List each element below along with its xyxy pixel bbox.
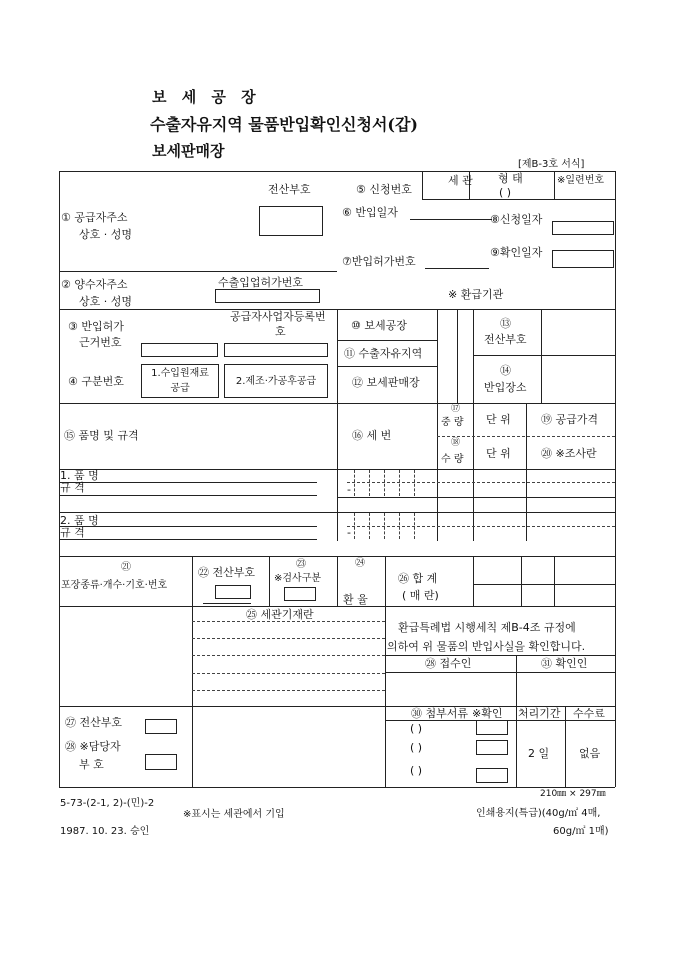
divider (414, 470, 415, 496)
divider (337, 309, 338, 403)
divider (192, 638, 385, 639)
supplier-name-label: 상호 · 성명 (79, 228, 132, 241)
qty-num: ⑱ (451, 438, 461, 448)
divider (337, 340, 437, 341)
import-export-no-field[interactable] (215, 289, 320, 303)
total-label: ㉖ 합 계 (398, 572, 438, 585)
divider (59, 469, 615, 470)
divider (59, 512, 615, 513)
divider (337, 556, 338, 606)
divider (457, 309, 458, 403)
divider (473, 556, 474, 606)
item2-spec-label: 규 격 (60, 526, 85, 539)
supply-price-label: ⑲ 공급가격 (541, 413, 599, 426)
form-code: [제B-3호 서식] (518, 159, 585, 170)
paper-spec-2: 60g/㎡ 1매) (553, 826, 609, 837)
divider (521, 556, 522, 606)
app-no-label: ⑤ 신청번호 (356, 183, 412, 196)
item1-spec-label: 규 격 (60, 481, 85, 494)
footer-code-1: 5-73-(2-1, 2)-(민)-2 (60, 798, 155, 809)
divider (473, 584, 615, 585)
attach-check-2[interactable] (476, 740, 508, 755)
pack-computer-no-field[interactable] (215, 585, 251, 599)
fee-value: 없음 (579, 747, 601, 760)
refund-label: 환 율 (343, 593, 368, 606)
footer-code-2: 1987. 10. 23. 승인 (60, 826, 150, 837)
inspect-num: ㉓ (296, 559, 306, 570)
item1-name-field[interactable] (59, 482, 317, 483)
divider (516, 655, 517, 787)
divider (337, 309, 615, 310)
statement-line-2: 의하여 위 물품의 반입사실을 확인합니다. (387, 640, 586, 653)
weight-label: 중 량 (441, 417, 464, 428)
divider (437, 309, 438, 403)
confirm-date-label: ⑨확인일자 (490, 246, 543, 259)
paper-size: 210㎜ × 297㎜ (540, 789, 606, 799)
form-type-paren: ( ) (499, 186, 512, 199)
divider (473, 403, 474, 541)
computer-no-num: ⑬ (500, 317, 511, 330)
attach-check-3[interactable] (476, 768, 508, 783)
entry-date-label: ⑥ 반입일자 (342, 206, 398, 219)
officer-no-label: 부 호 (79, 758, 104, 771)
entry-permit-field[interactable] (425, 268, 489, 269)
computer-no-box[interactable] (259, 206, 323, 236)
total-sub-label: ( 매 란) (402, 589, 439, 602)
name-spec-label: ⑮ 품명 및 규격 (64, 429, 139, 442)
app-date-label: ⑧신청일자 (490, 213, 543, 226)
entry-date-field[interactable] (410, 219, 492, 220)
frame-right (615, 171, 616, 787)
divider (385, 606, 386, 787)
entry-permit-label: ⑦반입허가번호 (342, 255, 416, 268)
type-option-2-label: 2.제조·가공후공급 (235, 376, 317, 387)
weight-num: ⑰ (451, 404, 461, 414)
divider (399, 513, 400, 539)
confirm-date-field[interactable] (552, 250, 614, 268)
divider (337, 497, 615, 498)
divider (473, 355, 615, 356)
permit-basis-field[interactable] (141, 343, 218, 357)
duty-free-label: ⑫ 보세판매장 (352, 376, 420, 389)
divider (526, 403, 527, 541)
item1-spec-field[interactable] (59, 495, 317, 496)
supplier-biz-no-field[interactable] (224, 343, 328, 357)
item2-dash: - (347, 526, 351, 539)
serial-no-label: ※일련번호 (557, 175, 605, 186)
frame-top (59, 171, 615, 172)
process-period-label: 처리기간 (518, 707, 561, 720)
divider (192, 690, 385, 691)
type-no-label: ④ 구분번호 (68, 375, 124, 388)
item2-spec-field[interactable] (59, 539, 317, 540)
title-line-2: 수출자유지역 물품반입확인신청서(갑) (150, 115, 419, 134)
pack-label: 포장종류·개수·기호·번호 (61, 580, 168, 591)
fee-label: 수수료 (573, 707, 605, 720)
attach-check-1[interactable] (476, 720, 508, 735)
import-export-no-label: 수출입업허가번호 (218, 276, 304, 289)
pack-num: ㉑ (121, 562, 131, 573)
item1-name-label: 1. 품 명 (60, 469, 99, 482)
item2-name-label: 2. 품 명 (60, 514, 99, 527)
divider (554, 171, 555, 199)
confirmer-label: ㉛ 확인인 (541, 657, 588, 670)
supplier-biz-no-label-1: 공급자사업자등록번 (230, 310, 326, 323)
inspect-label: ※검사구분 (274, 573, 322, 584)
receiver-addr-label: ② 양수자주소 (61, 278, 128, 291)
officer-no-field[interactable] (145, 754, 177, 770)
computer-no-label: 전산부호 (268, 183, 311, 196)
divider (354, 470, 355, 496)
divider (541, 309, 542, 403)
divider (192, 673, 385, 674)
footer-note: ※표시는 세관에서 기입 (183, 809, 285, 820)
item1-dash: - (347, 483, 351, 496)
divider (192, 655, 385, 656)
divider (337, 366, 437, 367)
bonded-factory-label: ⑩ 보세공장 (351, 319, 407, 332)
paper-spec-1: 인쇄용지(특급)(40g/㎡ 4매, (476, 808, 601, 819)
divider (384, 470, 385, 496)
divider (385, 672, 615, 673)
app-date-field[interactable] (552, 221, 614, 235)
divider (437, 436, 615, 437)
divider (59, 271, 337, 272)
attach-paren-1: ( ) (410, 722, 423, 735)
divider (192, 606, 193, 787)
divider (399, 470, 400, 496)
divider (554, 556, 555, 606)
bottom-computer-no-label: ㉗ 전산부호 (65, 716, 123, 729)
divider (384, 513, 385, 539)
divider (337, 403, 338, 541)
survey-price-label: ⑳ ※조사란 (541, 447, 597, 460)
divider (269, 556, 270, 606)
divider (422, 171, 423, 199)
statement-line-1: 환급특례법 시행세칙 제B-4조 규정에 (398, 621, 576, 634)
receiver-name-label: 상호 · 성명 (79, 295, 132, 308)
divider (422, 199, 615, 200)
divider (565, 706, 566, 787)
attachments-confirm-label: ※확인 (472, 707, 503, 720)
divider (473, 309, 474, 403)
attachments-label: ㉚ 첨부서류 (411, 707, 469, 720)
divider (437, 403, 438, 541)
divider (59, 606, 615, 607)
unit-label-1: 단 위 (486, 413, 511, 426)
divider (414, 513, 415, 539)
permit-basis-label-1: ③ 반입허가 (68, 320, 124, 333)
entry-place-label: 반입장소 (484, 381, 527, 394)
divider (192, 556, 193, 606)
divider (347, 526, 615, 527)
free-zone-label: ⑪ 수출자유지역 (344, 347, 423, 360)
receiver-label: ㉘ 접수인 (425, 657, 472, 670)
tariff-no-label: ⑯ 세 번 (352, 429, 392, 442)
process-period-value: 2 일 (528, 747, 550, 760)
qty-label: 수 량 (441, 454, 464, 465)
inspect-field[interactable] (284, 587, 316, 601)
attach-paren-2: ( ) (410, 741, 423, 754)
divider (385, 655, 615, 656)
divider (385, 556, 386, 606)
divider (354, 513, 355, 539)
frame-bottom (59, 787, 615, 788)
pack-computer-no-label: ㉒ 전산부호 (198, 566, 256, 579)
supplier-biz-no-label-2: 호 (275, 325, 286, 338)
officer-label: ㉘ ※담당자 (65, 740, 121, 753)
org-computer-no-label: 전산부호 (484, 333, 527, 346)
attach-paren-3: ( ) (410, 764, 423, 777)
supplier-addr-label: ① 공급자주소 (61, 211, 128, 224)
unit-label-2: 단 위 (486, 447, 511, 460)
customs-notes-label: ㉕ 세관기재란 (246, 608, 314, 621)
type-option-1-label-2: 공급 (170, 383, 190, 394)
type-option-1-label-1: 1.수입원재료 (151, 368, 209, 379)
divider (347, 482, 615, 483)
divider (369, 470, 370, 496)
entry-place-num: ⑭ (500, 364, 511, 377)
divider (203, 603, 251, 604)
item2-name-field[interactable] (59, 526, 317, 527)
divider (192, 621, 385, 622)
form-type-label: 형 태 (498, 172, 523, 185)
refund-org-label: ※ 환급기관 (448, 288, 504, 301)
bottom-computer-no-field[interactable] (145, 719, 177, 734)
title-line-3: 보세판매장 (152, 142, 225, 160)
title-line-1: 보 세 공 장 (152, 88, 261, 106)
customs-label: 세 관 (448, 174, 473, 187)
permit-basis-label-2: 근거번호 (79, 336, 122, 349)
refund-num: ㉔ (355, 558, 365, 569)
divider (369, 513, 370, 539)
